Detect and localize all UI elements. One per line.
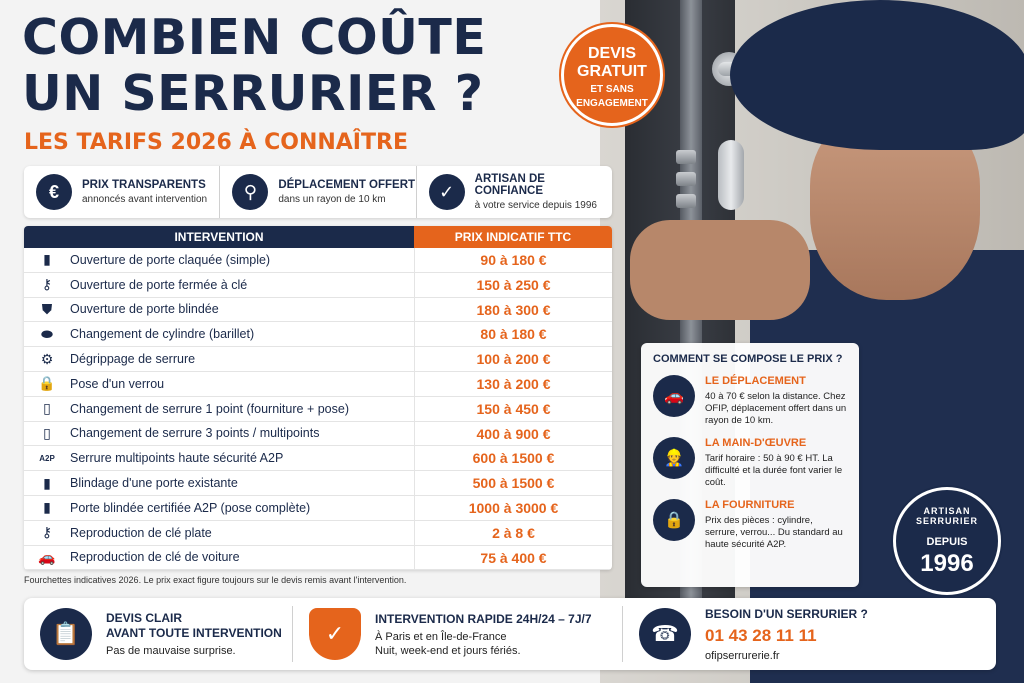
price-composition-panel (641, 343, 859, 587)
row-intervention-label: Ouverture de porte claquée (simple) (70, 252, 271, 267)
row-price: 75 à 400 € (414, 546, 612, 570)
worker-icon: 👷 (653, 437, 695, 479)
page-subtitle: LES TARIFS 2026 À CONNAÎTRE (24, 130, 408, 155)
title-line-2: UN SERRURIER ? (22, 65, 484, 122)
row-price: 130 à 200 € (414, 372, 612, 396)
flat-key-icon: ⚷ (41, 524, 53, 541)
devis-subtitle: Pas de mauvaise surprise. (106, 645, 236, 657)
composition-item-fourniture (653, 499, 847, 551)
contact-title: BESOIN D'UN SERRURIER ? (705, 606, 868, 621)
lock-3-points-icon: ▯ (43, 424, 51, 441)
table-row (24, 496, 612, 521)
a2p-badge-icon: A2P (39, 453, 55, 463)
page-title (22, 10, 486, 122)
euro-icon: € (36, 174, 72, 210)
row-price: 400 à 900 € (414, 422, 612, 446)
row-price: 1000 à 3000 € (414, 496, 612, 520)
feature-title: DÉPLACEMENT OFFERT (278, 179, 416, 191)
composition-title: COMMENT SE COMPOSE LE PRIX ? (653, 353, 843, 365)
gear-icon: ⚙ (40, 350, 54, 367)
locksmith-cap (730, 0, 1024, 150)
padlock-icon: 🔒 (38, 375, 56, 392)
composition-item-text: Tarif horaire : 50 à 90 € HT. La difficulté et la durée font varier le coût. (705, 453, 843, 488)
seal-line-1: ARTISAN SERRURIER (915, 506, 978, 526)
car-icon: 🚗 (653, 375, 695, 417)
row-price: 150 à 250 € (414, 273, 612, 297)
row-intervention-label: Changement de serrure 3 points / multipoints (70, 426, 320, 441)
door-certified-icon: ▮ (43, 499, 51, 516)
bottom-bar (24, 598, 996, 670)
table-row (24, 248, 612, 273)
intervention-rapide-block (292, 606, 622, 662)
feature-title: PRIX TRANSPARENTS (82, 179, 206, 191)
seal-line-2: DEPUIS (926, 536, 968, 548)
table-row (24, 298, 612, 323)
badge-line-2: GRATUIT (577, 63, 647, 80)
row-price: 80 à 180 € (414, 322, 612, 346)
row-intervention-label: Reproduction de clé de voiture (70, 550, 240, 565)
header-price: PRIX INDICATIF TTC (414, 226, 612, 248)
row-intervention-label: Dégrippage de serrure (70, 352, 196, 367)
header-intervention: INTERVENTION (24, 226, 414, 248)
table-row (24, 471, 612, 496)
table-row (24, 546, 612, 571)
shield-icon: ⛊ (41, 300, 53, 317)
shield-check-icon: ✓ (309, 608, 361, 660)
row-intervention-label: Ouverture de porte fermée à clé (70, 277, 248, 292)
row-price: 180 à 300 € (414, 298, 612, 322)
table-row (24, 322, 612, 347)
row-price: 150 à 450 € (414, 397, 612, 421)
composition-item-text: 40 à 70 € selon la distance. Chez OFIP, déplacement offert dans un rayon de 10 km. (705, 391, 847, 426)
website-link[interactable]: ofipserrurerie.fr (705, 649, 780, 662)
table-row (24, 347, 612, 372)
composition-item-title: LA MAIN-D'ŒUVRE (705, 437, 807, 449)
row-intervention-label: Changement de serrure 1 point (fourniture + pose) (70, 401, 349, 416)
door-icon: ▮ (43, 251, 51, 268)
contact-block (622, 606, 996, 662)
artisan-seal (893, 487, 1001, 595)
row-price: 500 à 1500 € (414, 471, 612, 495)
padlock-icon: 🔒 (653, 499, 695, 541)
composition-item-deplacement (653, 375, 847, 427)
cylinder-icon: ⬬ (41, 325, 53, 342)
table-row (24, 397, 612, 422)
phone-number-link[interactable]: 01 43 28 11 11 (705, 625, 817, 645)
lock-plate (718, 140, 744, 210)
badge-line-4: ENGAGEMENT (576, 98, 648, 109)
row-price: 100 à 200 € (414, 347, 612, 371)
badge-line-3: ET SANS (590, 84, 634, 95)
door-bolt (676, 150, 696, 164)
row-price: 2 à 8 € (414, 521, 612, 545)
feature-subtitle: dans un rayon de 10 km (278, 194, 386, 205)
features-bar (24, 166, 612, 218)
feature-deplacement-offert (219, 166, 415, 218)
door-armored-icon: ▮ (43, 474, 51, 491)
row-intervention-label: Ouverture de porte blindée (70, 302, 219, 317)
devis-clair-block (24, 606, 292, 662)
location-pin-icon: ⚲ (232, 174, 268, 210)
footnote: Fourchettes indicatives 2026. Le prix exact figure toujours sur le devis remis avant l'intervention. (24, 575, 407, 585)
key-icon: ⚷ (41, 276, 53, 293)
row-intervention-label: Porte blindée certifiée A2P (pose complète) (70, 500, 311, 515)
table-body (24, 248, 612, 570)
feature-prix-transparents (24, 166, 219, 218)
feature-title: ARTISAN DE CONFIANCE (474, 173, 545, 197)
table-row (24, 422, 612, 447)
rapide-title: INTERVENTION RAPIDE 24H/24 – 7J/7 (375, 611, 592, 626)
row-intervention-label: Blindage d'une porte existante (70, 476, 238, 491)
seal-line-3: 1996 (920, 550, 974, 577)
rapide-line-2: Nuit, week-end et jours fériés. (375, 644, 521, 657)
composition-item-text: Prix des pièces : cylindre, serrure, verrou... Du standard au haute sécurité A2P. (705, 515, 843, 550)
table-header (24, 226, 612, 248)
row-price: 600 à 1500 € (414, 446, 612, 470)
table-row (24, 273, 612, 298)
shield-check-icon: ✓ (429, 174, 465, 210)
row-intervention-label: Pose d'un verrou (70, 376, 165, 391)
door-bolt (676, 172, 696, 186)
devis-title-1: DEVIS CLAIR (106, 611, 183, 625)
row-intervention-label: Serrure multipoints haute sécurité A2P (70, 451, 284, 466)
row-intervention-label: Changement de cylindre (barillet) (70, 327, 255, 342)
price-table (24, 226, 612, 570)
devis-title-2: AVANT TOUTE INTERVENTION (106, 626, 282, 640)
composition-item-title: LA FOURNITURE (705, 499, 795, 511)
feature-subtitle: à votre service depuis 1996 (474, 200, 597, 211)
locksmith-hands (630, 220, 810, 320)
row-intervention-label: Reproduction de clé plate (70, 525, 212, 540)
composition-item-main-oeuvre (653, 437, 847, 489)
lock-1-point-icon: ▯ (43, 400, 51, 417)
car-icon: 🚗 (38, 548, 56, 565)
title-line-1: COMBIEN COÛTE (22, 9, 487, 66)
door-bolt (676, 194, 696, 208)
table-row (24, 372, 612, 397)
phone-icon: ☎ (639, 608, 691, 660)
table-row (24, 521, 612, 546)
clipboard-check-icon: 📋 (40, 608, 92, 660)
feature-artisan-confiance (416, 166, 612, 218)
table-row (24, 446, 612, 471)
badge-line-1: DEVIS (587, 45, 636, 62)
composition-item-title: LE DÉPLACEMENT (705, 375, 806, 387)
devis-gratuit-badge (561, 24, 663, 126)
rapide-line-1: À Paris et en Île-de-France (375, 630, 507, 643)
row-price: 90 à 180 € (414, 248, 612, 272)
feature-subtitle: annoncés avant intervention (82, 194, 208, 205)
